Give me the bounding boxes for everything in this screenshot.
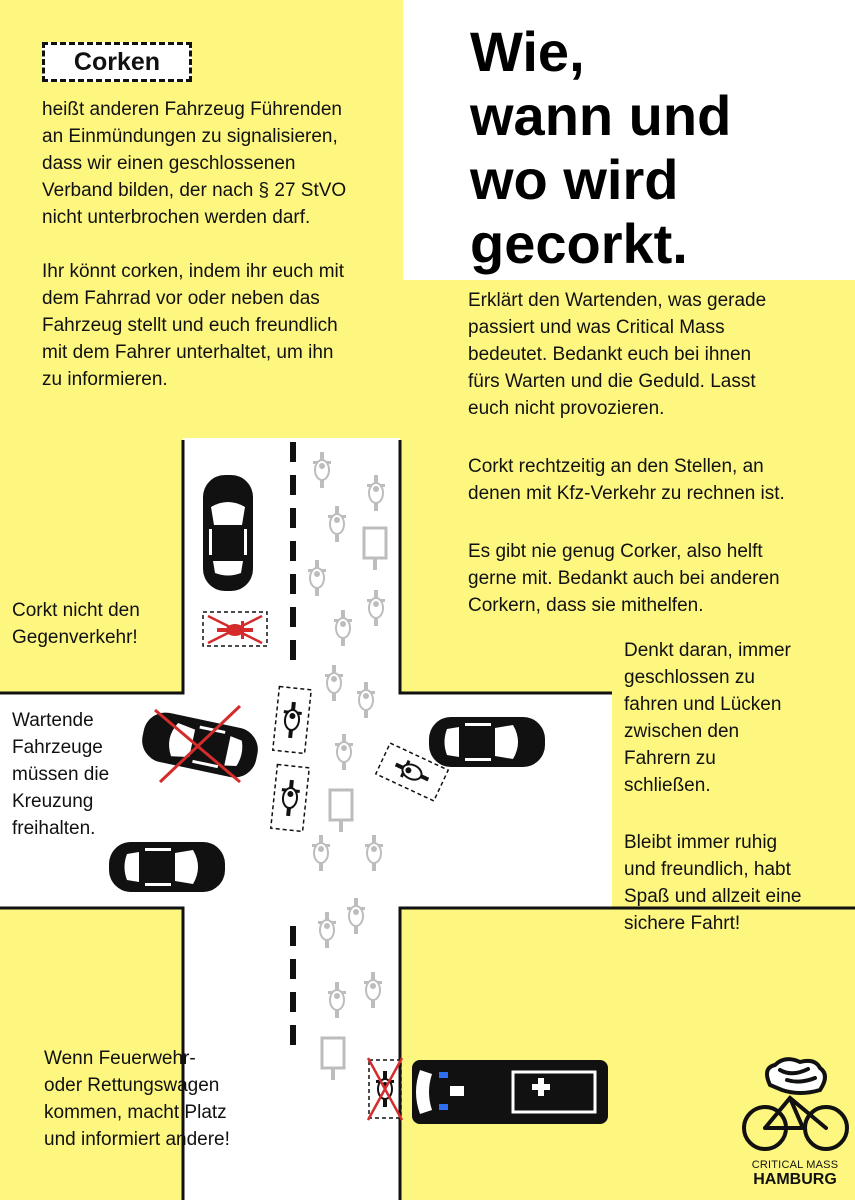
car-right	[429, 717, 545, 767]
page-title: Wie, wann und wo wird gecorkt.	[470, 20, 732, 275]
crossed-bike-oncoming	[203, 612, 267, 646]
label-waiting: Wartende Fahrzeuge müssen die Kreuzung freihalten.	[12, 710, 110, 839]
curb-top-left	[0, 440, 183, 693]
car-bottom-left	[109, 842, 225, 892]
critical-mass-logo	[744, 1059, 847, 1149]
lane-divider	[290, 442, 296, 1045]
corken-label: Corken	[42, 42, 192, 82]
tip-closed: Denkt daran, immer geschlossen zu fahren und Lücken zwischen den Fahrern zu schließen.	[624, 640, 791, 796]
curb-bottom-right	[400, 908, 855, 1200]
crossed-bike-ambulance	[368, 1058, 402, 1120]
brand-line-2: HAMBURG	[753, 1171, 837, 1188]
brand-line-1: CRITICAL MASS	[751, 1159, 839, 1171]
corker-1	[273, 687, 312, 754]
tip-timing: Corkt rechtzeitig an den Stellen, an denen mit Kfz-Verkehr zu rechnen ist.	[468, 456, 785, 504]
label-emergency: Wenn Feuerwehr- oder Rettungswagen kommen, macht Platz und informiert andere!	[44, 1048, 230, 1150]
tip-calm: Bleibt immer ruhig und freundlich, habt Spaß und allzeit eine sichere Fahrt!	[624, 832, 802, 934]
label-oncoming: Corkt nicht den Gegenverkehr!	[12, 600, 140, 648]
tip-explain: Erklärt den Wartenden, was gerade passiert und was Critical Mass bedeutet. Bedankt euch bei ihnen fürs Warten und die Geduld. Lasst euch nicht provozieren.	[468, 290, 767, 419]
tip-help: Es gibt nie genug Corker, also helft gerne mit. Bedankt auch bei anderen Corkern, dass sie mithelfen.	[468, 541, 780, 616]
intro-text: heißt anderen Fahrzeug Führenden an Einmündungen zu signalisieren, dass wir einen geschlossenen Verband bilden, der nach § 27 StVO nicht unterbrochen werden darf.	[42, 99, 347, 228]
corker-2	[271, 765, 310, 832]
how-to-text: Ihr könnt corken, indem ihr euch mit dem Fahrrad vor oder neben das Fahrzeug stellt und euch freundlich mit dem Fahrer unterhaltet, um ihn zu informieren.	[42, 261, 345, 390]
critical-mass-bikes	[308, 452, 386, 1080]
ambulance	[412, 1060, 608, 1124]
car-northbound	[203, 475, 253, 591]
